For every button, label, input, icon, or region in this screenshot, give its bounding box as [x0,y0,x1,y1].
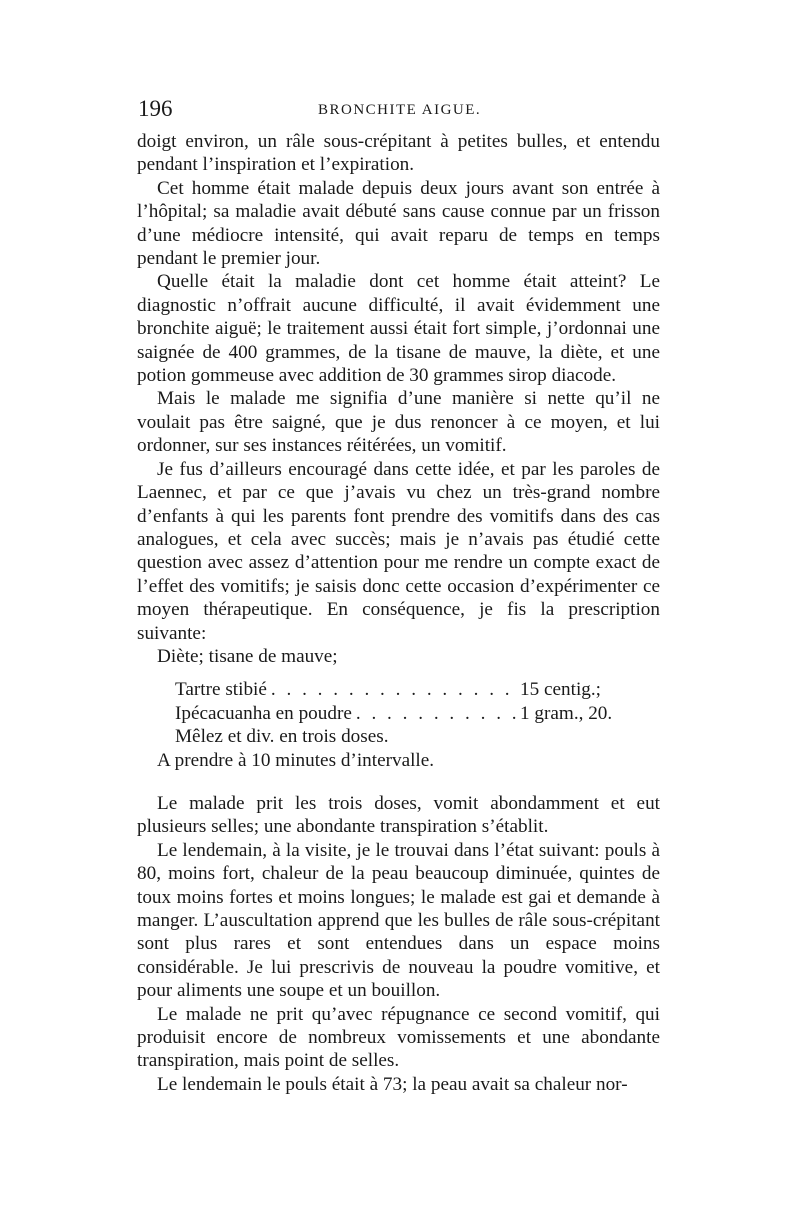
running-title: BRONCHITE AIGUE. [318,102,482,118]
paragraph: Le malade prit les trois doses, vomit abondamment et eut plusieurs selles; une abondante transpiration s’établit. [137,792,660,838]
paragraph: Quelle était la maladie dont cet homme était atteint? Le diagnostic n’offrait aucune difficulté, il avait évidemment une bronchite aiguë; le traitement aussi était fort simple, j’ordonnai une saignée de 400 grammes, de la tisane de mauve, la diète, et une potion gommeuse avec addition de 30 grammes sirop diacode. [137,271,660,387]
prescription-block [137,678,660,772]
leader-dots [356,702,516,725]
paragraph: Diète; tisane de mauve; [157,645,338,667]
paragraph: Le malade ne prit qu’avec répugnance ce second vomitif, qui produisit encore de nombreux vomissements et une abondante transpiration, mais point de selles. [137,1003,660,1072]
paragraph: Cet homme était malade depuis deux jours avant son entrée à l’hôpital; sa maladie avait débuté sans cause connue par un frisson d’une médiocre intensité, qui avait reparu de temps en temps pendant le premier jour. [137,177,660,270]
drug-name: Ipécacuanha en poudre [175,702,352,724]
drug-dose: 15 centig.; [520,679,601,701]
spacer [137,772,660,792]
prescription-instruction: Mêlez et div. en trois doses. [175,726,389,748]
paragraph: doigt environ, un râle sous-crépitant à petites bulles, et entendu pendant l’inspiration et l’expiration. [137,131,660,176]
body-text [137,130,660,1096]
drug-dose: 1 gram., 20. [520,702,613,724]
prescription-line [137,678,660,701]
prescription-instruction: A prendre à 10 minutes d’intervalle. [157,749,435,771]
paragraph: Je fus d’ailleurs encouragé dans cette idée, et par les paroles de Laennec, et par ce que j’avais vu chez un très-grand nombre d’enfants à qui les parents font prendre des vomitifs dans des cas analogues, et cela avec succès; mais je n’avais pas étudié cette question avec assez d’attention pour me rendre un compte exact de l’effet des vomitifs; je saisis donc cette occasion d’expérimenter ce moyen thérapeutique. En conséquence, je fis la prescription suivante: [137,458,660,644]
paragraph: Mais le malade me signifia d’une manière si nette qu’il ne voulait pas être saigné, que je dus renoncer à ce moyen, et lui ordonner, sur ses instances réitérées, un vomitif. [137,388,660,457]
drug-name: Tartre stibié [175,679,267,701]
leader-dots [271,678,516,701]
page-header [138,96,660,124]
page-number: 196 [138,96,173,121]
paragraph: Le lendemain, à la visite, je le trouvai dans l’état suivant: pouls à 80, moins fort, chaleur de la peau beaucoup diminuée, quintes de toux moins fortes et moins longues; le malade est gai et demande à manger. L’auscultation apprend que les bulles de râle sous-crépitant sont plus rares et sont entendues dans un espace moins considérable. Je lui prescrivis de nouveau la poudre vomitive, et pour aliments une soupe et un bouillon. [137,839,660,1002]
prescription-line [137,702,660,725]
paragraph: Le lendemain le pouls était à 73; la peau avait sa chaleur nor- [157,1073,628,1095]
